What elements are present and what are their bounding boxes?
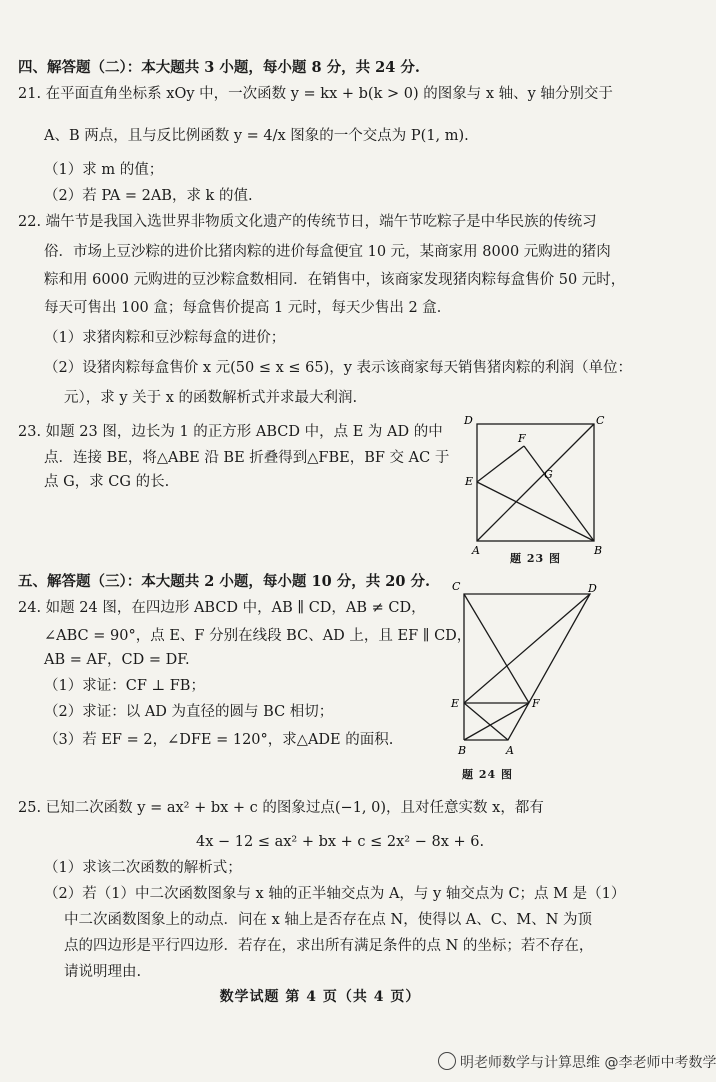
segment-ef [477,446,524,482]
figure-23 [460,412,605,567]
text-line-q24b: ∠ABC = 90°，点 E、F 分别在线段 BC、AD 上，且 EF ∥ CD， [44,628,472,644]
fig23-label-e: E [465,475,474,488]
fig24-label-c: C [452,580,461,593]
fig23-label-d: D [464,414,473,427]
text-line-q21b: A、B 两点，且与反比例函数 y = 4/x 图象的一个交点为 P(1, m). [44,128,469,144]
segment-be [477,482,594,541]
text-line-q22f: （2）设猪肉粽每盒售价 x 元(50 ≤ x ≤ 65)，y 表示该商家每天销售猪肉粽的利润（单位： [44,360,633,376]
text-line-q25g: 请说明理由. [64,964,142,980]
page-footer: 数学试题 第 4 页（共 4 页） [219,989,421,1005]
text-line-q24d: （1）求证：CF ⊥ FB； [44,678,205,694]
segment-de [464,594,590,703]
segment-bf [464,703,529,740]
text-line-q25d: （2）若（1）中二次函数图象与 x 轴的正半轴交点为 A，与 y 轴交点为 C；点 M 是（1） [44,886,626,902]
text-line-q22d: 每天可售出 100 盒；每盒售价提高 1 元时，每天少售出 2 盒． [44,300,452,316]
text-line-q23c: 点 G，求 CG 的长. [44,474,170,490]
fig23-label-a: A [472,544,480,557]
text-line-sec5: 五、解答题（三）：本大题共 2 小题，每小题 10 分，共 20 分. [18,573,431,590]
fig24-label-d: D [588,582,597,595]
fig24-label-a: A [506,744,514,757]
text-line-q22g: 元），求 y 关于 x 的函数解析式并求最大利润. [64,390,358,406]
text-line-q25f: 点的四边形是平行四边形．若存在，求出所有满足条件的点 N 的坐标；若不存在， [64,938,594,954]
fig24-label-f: F [532,697,540,710]
fig23-label-b: B [594,544,603,557]
text-line-q23b: 点．连接 BE，将△ABE 沿 BE 折叠得到△FBE，BF 交 AC 于 [44,450,450,466]
fig24-label-b: B [458,744,467,757]
figure-23-caption: 题 23 图 [510,552,561,565]
wechat-icon [438,1052,456,1070]
text-line-sec4: 四、解答题（二）：本大题共 3 小题，每小题 8 分，共 24 分. [18,59,420,76]
text-line-q25b: 4x − 12 ≤ ax² + bx + c ≤ 2x² − 8x + 6. [196,834,485,850]
segment-cf [464,594,529,703]
text-line-q22a: 22. 端午节是我国入选世界非物质文化遗产的传统节日，端午节吃粽子是中华民族的传统习 [18,214,597,230]
fig23-label-f: F [518,432,526,445]
text-line-q25c: （1）求该二次函数的解析式； [44,860,242,876]
text-line-q21c: （1）求 m 的值； [44,162,164,178]
figure-24-caption: 题 24 图 [462,768,513,781]
fig23-label-g: G [544,468,553,481]
text-line-q25e: 中二次函数图象上的动点．问在 x 轴上是否存在点 N，使得以 A、C、M、N 为顶 [64,912,593,928]
fig24-label-e: E [451,697,460,710]
diagonal-ac [477,424,594,541]
text-line-q22c: 粽和用 6000 元购进的豆沙粽盒数相同．在销售中，该商家发现猪肉粽每盒售价 50 元时， [44,272,626,288]
text-line-q23a: 23. 如题 23 图，边长为 1 的正方形 ABCD 中，点 E 为 AD 的中 [18,424,443,440]
text-line-q21a: 21. 在平面直角坐标系 xOy 中，一次函数 y = kx + b(k > 0) 的图象与 x 轴、y 轴分别交于 [18,86,613,102]
text-line-q24c: AB = AF，CD = DF. [44,652,190,668]
text-line-q22b: 俗．市场上豆沙粽的进价比猪肉粽的进价每盒便宜 10 元，某商家用 8000 元购进的猪肉 [44,244,611,260]
segment-bf [524,446,594,541]
text-line-q24f: （3）若 EF = 2，∠DFE = 120°，求△ADE 的面积. [44,732,394,748]
text-line-q22e: （1）求猪肉粽和豆沙粽每盒的进价； [44,330,286,346]
figure-24 [448,578,608,768]
watermark [438,1052,716,1072]
watermark-text: 明老师数学与计算思维 @李老师中考数学 [460,1055,716,1071]
text-line-q21d: （2）若 PA = 2AB，求 k 的值. [44,188,253,204]
fig23-label-c: C [596,414,605,427]
segment-ae [464,703,508,740]
text-line-q24e: （2）求证：以 AD 为直径的圆与 BC 相切； [44,704,334,720]
text-line-q25a: 25. 已知二次函数 y = ax² + bx + c 的图象过点(−1, 0)，且对任意实数 x，都有 [18,800,544,816]
text-line-q24a: 24. 如题 24 图，在四边形 ABCD 中，AB ∥ CD，AB ≠ CD， [18,600,426,616]
